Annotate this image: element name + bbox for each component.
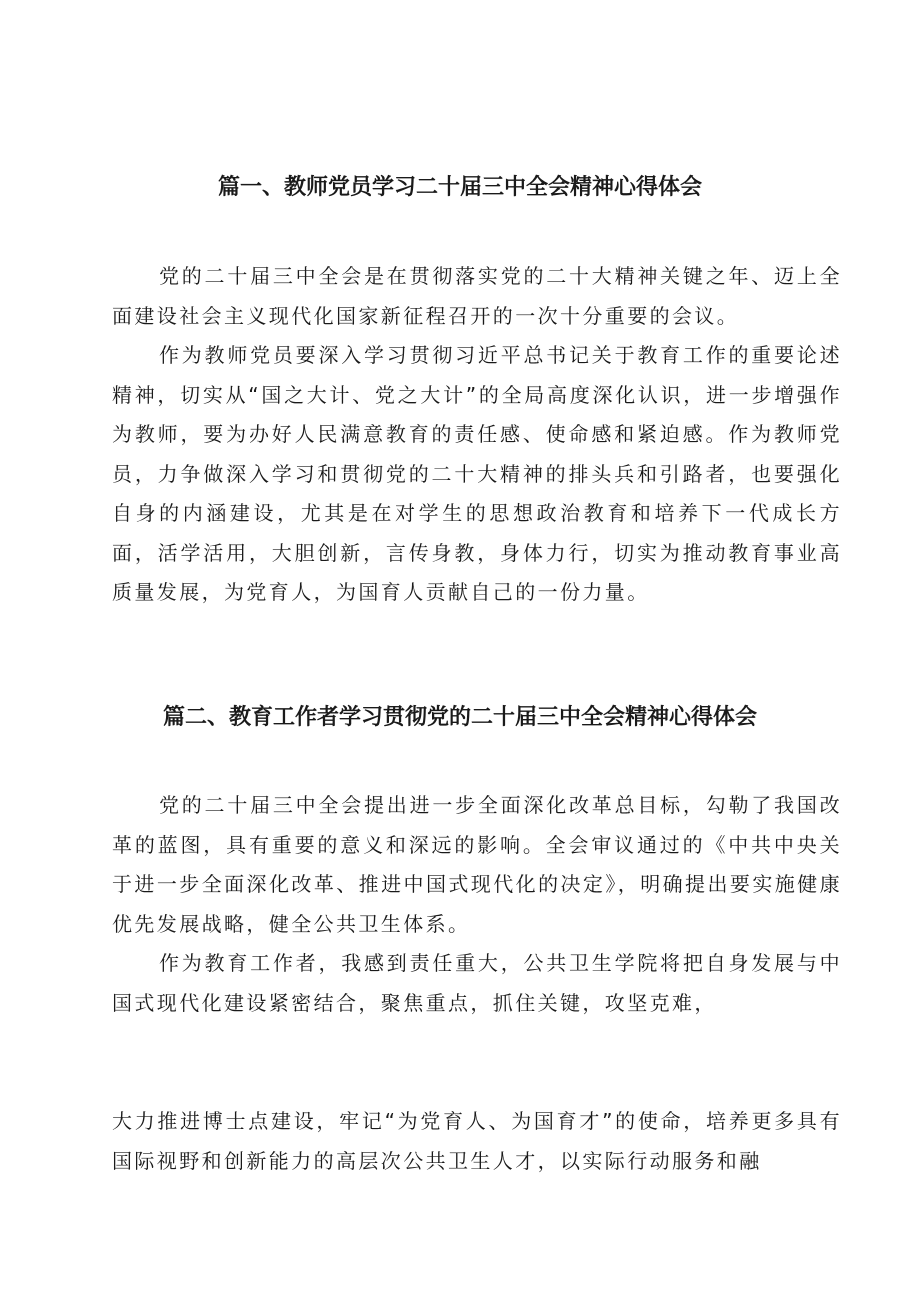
section-1-paragraph-2: 作为教师党员要深入学习贯彻习近平总书记关于教育工作的重要论述精神，切实从“国之大计、党之大计”的全局高度深化认识，进一步增强作为教师，要为办好人民满意教育的责任感、使命感和紧迫感。作为教师党员，力争做深入学习和贯彻党的二十大精神的排头兵和引路者，也要强化自身的内涵建设，尤其是在对学生的思想政治教育和培养下一代成长方面，活学活用，大胆创新，言传身教，身体力行，切实为推动教育事业高质量发展，为党育人，为国育人贡献自己的一份力量。 (112, 343, 842, 604)
section-2-paragraph-2: 作为教育工作者，我感到责任重大，公共卫生学院将把自身发展与中国式现代化建设紧密结合，聚焦重点，抓住关键，攻坚克难， (112, 951, 842, 1015)
section-2-title: 篇二、教育工作者学习贯彻党的二十届三中全会精神心得体会 (162, 705, 757, 730)
section-1-paragraph-1: 党的二十届三中全会是在贯彻落实党的二十大精神关键之年、迈上全面建设社会主义现代化国家新征程召开的一次十分重要的会议。 (112, 264, 842, 328)
section-1-title: 篇一、教师党员学习二十届三中全会精神心得体会 (217, 175, 702, 200)
section-2-paragraph-3: 大力推进博士点建设，牢记“为党育人、为国育才”的使命，培养更多具有国际视野和创新能力的高层次公共卫生人才，以实际行动服务和融 (112, 1109, 842, 1173)
section-2-paragraph-1: 党的二十届三中全会提出进一步全面深化改革总目标，勾勒了我国改革的蓝图，具有重要的意义和深远的影响。全会审议通过的《中共中央关于进一步全面深化改革、推进中国式现代化的决定》，明确提出要实施健康优先发展战略，健全公共卫生体系。 (112, 793, 842, 936)
